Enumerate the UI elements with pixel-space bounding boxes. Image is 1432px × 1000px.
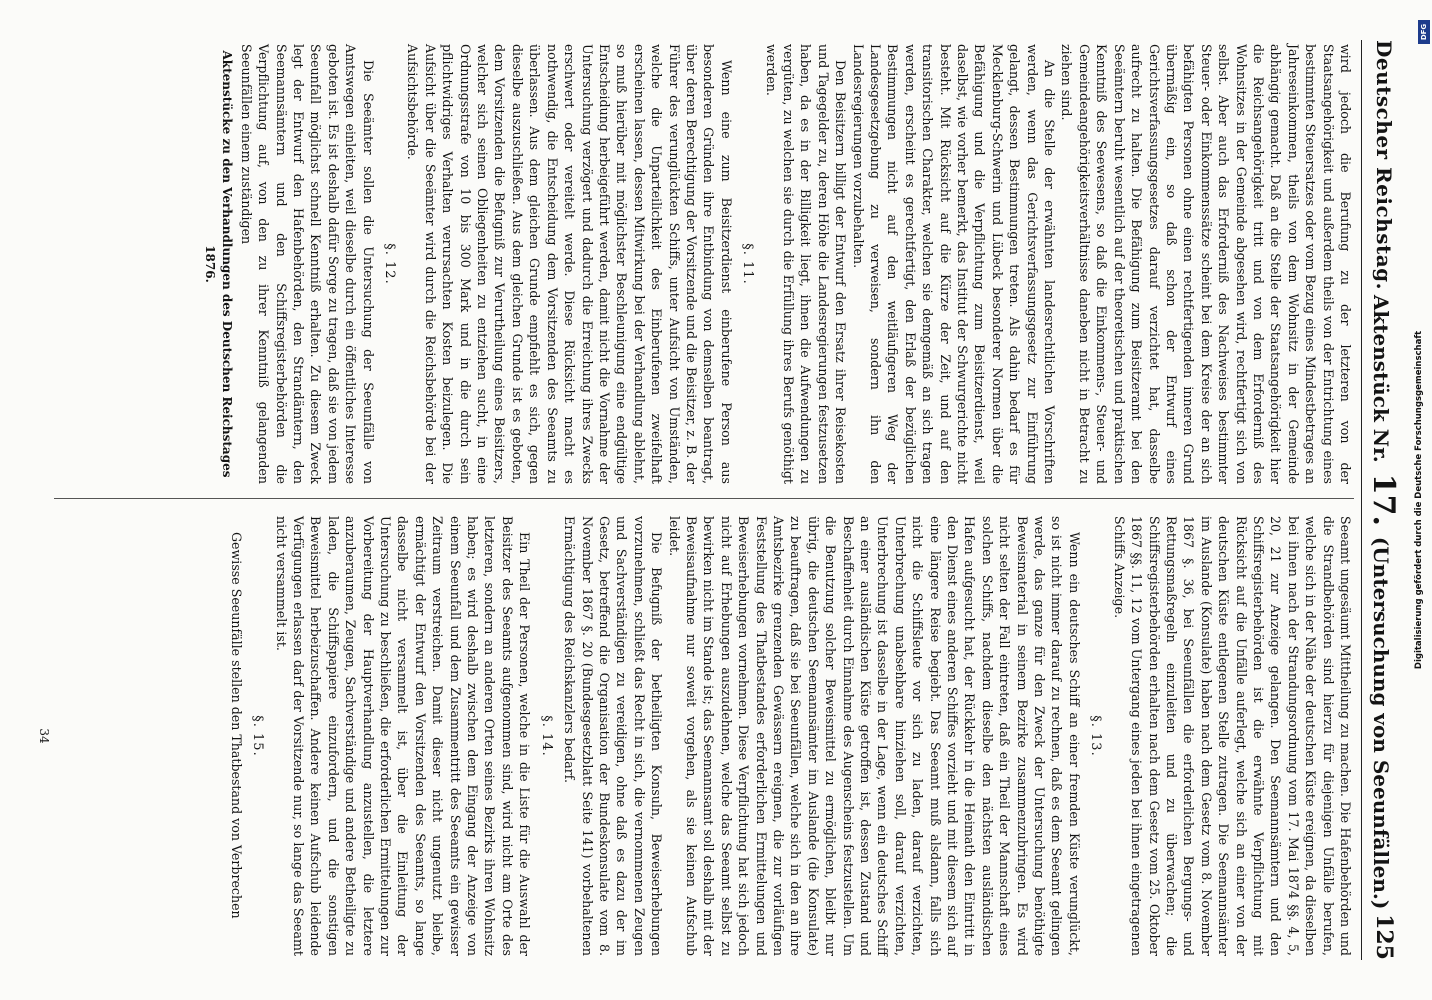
section-heading: §. 11. <box>740 243 756 285</box>
page-number: 125 <box>1371 914 1397 960</box>
section-heading: §. 15. <box>250 715 266 757</box>
paragraph: wird jedoch die Berufung zu der letzteren von der Staatsangehörigkeit und außerdem theils von der Entrichtung eines bestimmten Steuersatzes oder vom Bezug eines Mindestbetrages an Jahreseinkommen, theils von dem Wohnsitz in der Gemeinde abhängig gemacht. Daß an die Stelle der Staatsangehörigkeit hier die Reichsangehörigkeit tritt und von dem Erforderniß des Wohnsitzes in der Gemeinde abgesehen wird, rechtfertigt sich von selbst. Aber auch das Erforderniß des Nachweises bestimmter Steuer- oder Einkommenssätze scheint bei dem Kreise der an sich befähigten Personen ohne einen rechtfertigenden inneren Grund übermäßig ein, so daß schon der Entwurf eines Gerichtsverfassungsgesetzes darauf verzichtet hat, dasselbe aufrecht zu halten. Die Befähigung zum Beisitzeramt bei den Seeämtern beruht wesentlich auf der theoretischen und praktischen Kenntniß des Seewesens, so daß die Einkommens-, Steuer- und Gemeindeangehörigkeitsverhältnisse daneben nicht in Betracht zu ziehen sind. <box>1059 44 1353 484</box>
paragraph: Wenn ein deutsches Schiff an einer fremden Küste verunglückt, so ist nicht immer darauf zu rechnen, daß es dem Seeamt gelingen werde, das ganze für den Zweck der Untersuchung benöthigte Beweismaterial in seinem Bezirke zusammenzubringen. Es wird nicht selten der Fall eintreten, daß ein Theil der Mannschaft eines solchen Schiffs, nachdem dieselbe den nächsten ausländischen Hafen aufgesucht hat, der Rückkehr in die Heimath den Eintritt in den Dienst eines anderen Schiffes vorzieht und mit diesem sich auf eine längere Reise begiebt. Das Seeamt muß alsdann, falls sich nicht die Schiffsleute vor sich zu laden, darauf verzichten, Unterbrechung unabsehbare hinziehen soll, darauf verzichten, Unterbrechung ist dasselbe in der Lage, wenn ein deutsches Schiff an einer ausländischen Küste getroffen ist, dessen Zustand und Beschaffenheit durch Einnahme des Augenscheins festzustellen. Um die Benutzung solcher Beweismittel zu ermöglichen, bleibt nur übrig, die deutschen Seemannsämter im Auslande (die Konsulate) zu beauftragen, daß sie bei Seeunfällen, welche sich in den an ihre Amtsbezirke grenzenden Gewässern ereignen, die zur vorläufigen Feststellung des Thatbestandes erforderlichen Ermittelungen und Beweiserhebungen vornehmen. Diese Verpflichtung hat sich jedoch nicht auf Erhebungen auszudehnen, welche das Seeamt selbst zu bewirken nicht im Stande ist; das Seemannsamt soll deshalb mit der Beweisaufnahme nur soweit vorgehen, als sie keinen Aufschub leidet. <box>666 516 1082 956</box>
digitization-credit-text: Digitalisierung gefördert durch die Deutsche Forschungsgemeinschaft <box>1414 330 1425 670</box>
running-header <box>1364 40 1404 960</box>
header-left-title: Deutscher Reichstag. <box>1372 40 1396 291</box>
paragraph: Den Beisitzern billigt der Entwurf den Ersatz ihrer Reisekosten und Tagegelder zu, deren Höhe die Landesregierungen festzusetzen haben, da es in der Billigkeit liegt, ihnen die Aufwendungen zu vergüten, zu welchen sie durch die Erfüllung ihres Berufs genöthigt werden. <box>763 44 849 484</box>
paragraph: Ein Theil der Personen, welche in die Liste für die Auswahl der Beisitzer des Seeamts aufgenommen sind, wird nicht am Orte des letzteren, sondern an anderen Orten seines Bezirks ihren Wohnsitz haben; es wird deshalb zwischen dem Eingang der Anzeige von einem Seeunfall und dem Zusammentritt des Seeamts ein gewisser Zeitraum verstreichen. Damit dieser nicht ungenutzt bleibe, ermächtigt der Entwurf den Vorsitzenden des Seeamts, so lange dasselbe nicht versammelt ist, über die Einleitung der Untersuchung zu beschließen, die erforderlichen Ermittelungen zur Vorbereitung der Hauptverhandlung anzustellen, die letztere anzuberaumen, Zeugen, Sachverständige und andere Betheiligte zu laden, die Schiffspapiere einzufordern, und die sonstigen Beweismittel herbeizuschaffen. Andere keinen Aufschub leidende Verfügungen erlassen darf der Vorsitzende nur, so lange das Seeamt nicht versammelt ist. <box>273 516 533 956</box>
header-document-ref <box>1367 295 1402 909</box>
dfg-logo-icon <box>1418 20 1430 44</box>
right-column <box>227 516 1354 956</box>
header-document-number: 17. <box>1366 473 1402 526</box>
paragraph: Die Befugniß der betheiligten Konsuln, Beweiserhebungen vorzunehmen, schließt das Recht in sich, die vernommenen Zeugen und Sachverständigen zu vereidigen, ohne daß es dazu der im Gesetz, betreffend die Organisation der Bundeskonsulate vom 8. November 1867 §. 20 (Bundesgesetzblatt Seite 141) vorbehaltenen Ermächtigung des Reichskanzlers bedarf. <box>562 516 665 956</box>
paragraph: An die Stelle der erwähnten landesrechtlichen Vorschriften werden, wenn das Gerichtsverfassungsgesetz zur Einführung gelangt, dessen Bestimmungen treten. Als dahin bedarf es für Mecklenburg-Schwerin und Lübeck besonderer Normen über die Befähigung und die Verpflichtung zum Beisitzerdienst, weil daselbst, wie vorher bemerkt, das Institut der Schwurgerichte nicht besteht. Mit Rücksicht auf die Kürze der Zeit, und auf den transitorischen Charakter, welchen sie demgemäß an sich tragen werden, erscheint es gerechtfertigt, den Erlaß der bezüglichen Bestimmungen nicht auf den weitläufigeren Weg der Landesgesetzgebung zu verweisen, sondern ihn den Landesregierungen vorzubehalten. <box>850 44 1058 484</box>
digitization-credit <box>1412 10 1426 990</box>
header-prefix: Aktenstück Nr. <box>1369 294 1394 463</box>
paragraph: Wenn eine zum Beisitzerdienst einberufene Person aus besonderen Gründen ihre Entbindung von demselben beantragt, über deren Berechtigung der Vorsitzende und die Beisitzer, z. B. der Führer des verunglückten Schiffs, unter Aufsicht von Umständen, welche die Unparteilichkeit des Einberufenen zweifelhaft erscheinen lassen, dessen Mitwirkung bei der Verhandlung ablehnt, so muß hierüber mit möglichster Beschleunigung eine endgültige Entscheidung herbeigeführt werden, damit nicht die Vornahme der Untersuchung verzögert und dadurch die Erreichung ihres Zwecks erschwert oder vereitelt werde. Diese Rücksicht macht es nothwendig, die Entscheidung dem Vorsitzenden des Seeamts zu überlassen. Aus dem gleichen Grunde empfiehlt es sich, gegen dieselbe auszuschließen. Aus dem gleichen Grunde ist es geboten, dem Vorsitzenden die Befugniß zur Verurtheilung eines Beisitzers, welcher sich seinen Obliegenheiten zu entziehen sucht, in eine Ordnungsstrafe von 10 bis 300 Mark und in die durch sein pflichtwidriges Verhalten verursachten Kosten beizulegen. Die Aufsicht über die Seeämter wird durch die Reichsbehörde bei der Aufsichtsbehörde. <box>405 44 734 484</box>
footnote: Aktenstücke zu den Verhandlungen des Deutschen Reichstages 1876. <box>203 50 235 478</box>
paragraph: Die Seeämter sollen die Untersuchung der Seeunfälle von Amtswegen einleiten, weil dieselbe durch ein öffentliches Interesse geboten ist. Es ist deshalb dafür Sorge zu tragen, daß sie von jedem Seeunfall möglichst schnell Kenntniß erhalten. Zu diesem Zweck legt der Entwurf den Hafenbehörden, den Strandämtern, den Seemannsämtern und den Schiffsregisterbehörden die Verpflichtung auf, von den zu ihrer Kenntniß gelangenden Seeunfällen einem zuständigen <box>238 44 376 484</box>
section-heading: §. 14. <box>538 715 554 757</box>
dfg-logo-text: DFG <box>1420 23 1428 41</box>
section-heading: §. 12. <box>382 243 398 285</box>
header-rule <box>1361 40 1362 960</box>
section-heading: §. 13. <box>1088 715 1104 757</box>
rotated-document-page <box>16 0 1416 1000</box>
paragraph: Seeamt ungesäumt Mittheilung zu machen. Die Hafenbehörden und die Strandbehörden sind hierzu für diejenigen Unfälle berufen, welche sich in der Nähe der deutschen Küste ereignen, da dieselben bei ihnen nach der Strandungsordnung vom 17. Mai 1874 §§. 4, 5, 20, 21 zur Anzeige gelangen. Den Seemannsämtern und den Schiffsregisterbehörden ist die erwähnte Verpflichtung mit Rücksicht auf die Unfälle auferlegt, welche sich an einer von der deutschen Küste entlegenen Stelle zutragen. Die Seemannsämter im Auslande (Konsulate) haben nach dem Gesetz vom 8. November 1867 §. 36, bei Seeunfällen die erforderlichen Bergungs- und Rettungsmaßregeln einzuleiten und zu überwachen; die Schiffsregisterbehörden erhalten nach dem Gesetz vom 25. Oktober 1867 §§. 11, 12 vom Untergang eines jeden bei ihnen eingetragenen Schiffs Anzeige. <box>1111 516 1353 956</box>
signature-mark: 34 <box>37 728 51 744</box>
left-column <box>201 44 1354 484</box>
header-subject: (Untersuchung von Seeunfällen.) <box>1369 536 1394 910</box>
column-divider <box>54 498 1354 499</box>
paragraph: Gewisse Seeunfälle stellen den Thatbestand von Verbrechen <box>228 532 244 919</box>
